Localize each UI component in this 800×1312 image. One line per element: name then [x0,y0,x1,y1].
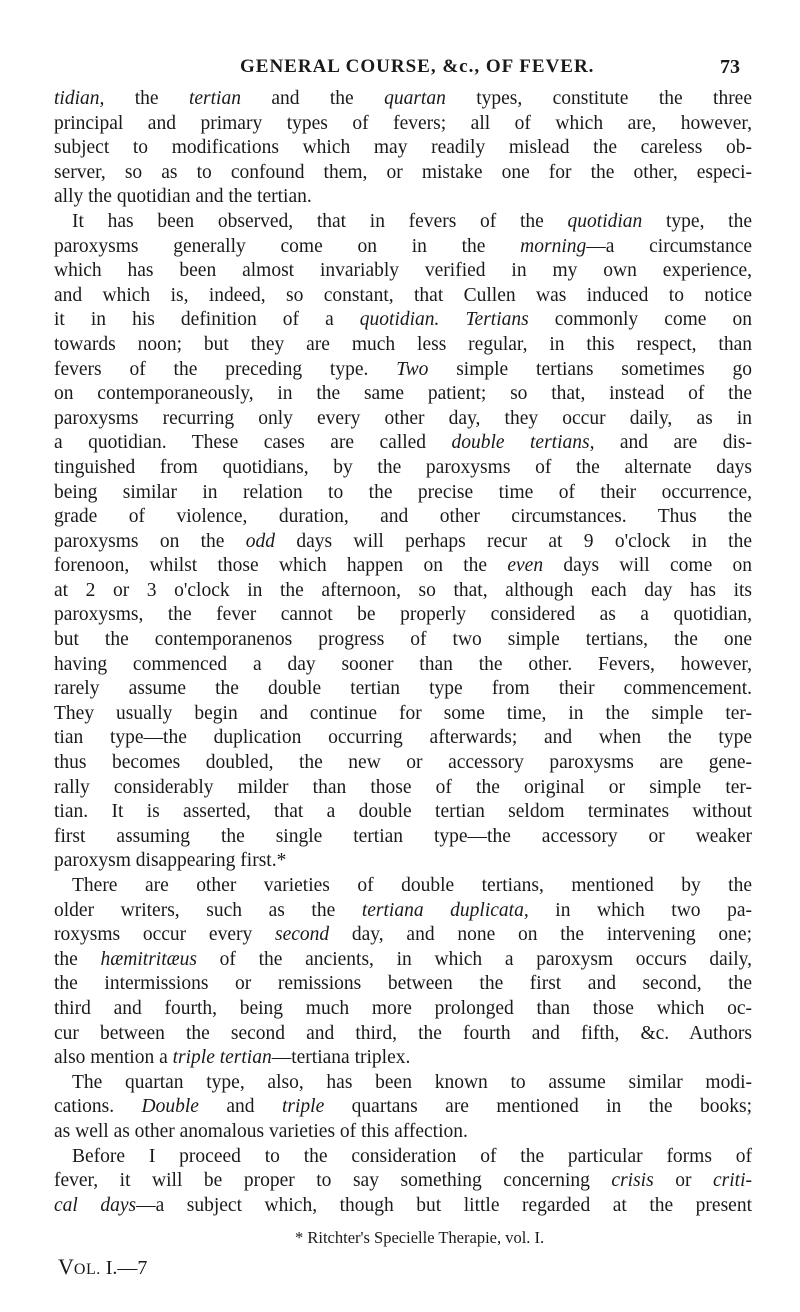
text-line [54,776,752,801]
text-line [54,579,752,604]
text-run: grade of violence, duration, and other circumstances. Thus the [54,506,752,528]
text-run: the [104,88,189,109]
text-run: the [54,948,101,970]
text-line [54,849,752,874]
text-run: forenoon, whilst those which happen on the [54,555,508,577]
text-run: roxysms occur every [54,924,275,946]
italic-text: hæmitritæus [100,948,197,970]
text-run: tian. It is asserted, that a double tertian seldom terminates without [54,801,752,823]
text-line [54,136,752,161]
text-line [54,259,752,284]
text-run: cur between the second and third, the fourth and fifth, &c. Authors [54,1022,752,1044]
text-run: simple tertians sometimes go [428,358,752,380]
text-line [54,923,752,948]
italic-text: Two [396,358,429,380]
text-run: and the [240,88,385,109]
italic-text: Double [141,1096,199,1118]
italic-text: even [507,555,544,577]
text-run: older writers, such as the [54,899,362,921]
text-run: principal and primary types of fevers; all of which are, however, [54,112,752,134]
text-run: towards noon; but they are much less regular, in this respect, than [54,333,752,355]
text-run: paroxysm disappearing first.* [54,850,287,872]
volume-signature-initial: V [58,1254,74,1279]
text-run: as well as other anomalous varieties of this affection. [54,1120,468,1142]
text-run: —tertiana triplex. [271,1047,411,1069]
text-run: server, so as to confound them, or mistake one for the other, especi- [54,161,752,183]
text-run: paroxysms generally come on in the [54,235,521,257]
text-line [54,997,752,1022]
text-line [54,87,752,112]
text-run: and are dis- [594,432,752,454]
footnote-text: * Ritchter's Specielle Therapie, vol. I. [295,1228,545,1247]
text-run: or [653,1170,713,1192]
text-run: It has been observed, that in fevers of the [72,210,568,232]
italic-text: Tertians [465,309,529,331]
text-run: rarely assume the double tertian type from their commencement. [54,678,752,700]
text-run: being similar in relation to the precise time of their occurrence, [54,481,752,503]
page-number: 73 [720,56,740,78]
text-line [54,653,752,678]
text-line [54,1095,752,1120]
volume-signature-abbrev: OL. [73,1261,101,1278]
text-run: but the contemporanenos progress of two simple tertians, the one [54,629,752,651]
text-line [54,948,752,973]
text-line [54,481,752,506]
text-run: —a circumstance [586,235,752,257]
italic-text: tidian, [54,88,105,109]
text-run: the intermissions or remissions between the first and second, the [54,973,752,995]
text-run: also mention a [54,1047,173,1069]
text-line [54,702,752,727]
text-run: There are other varieties of double tertians, mentioned by the [72,875,752,896]
text-run: They usually begin and continue for some time, in the simple ter- [54,702,752,724]
text-run: type, the [642,210,752,232]
text-run: fevers of the preceding type. [54,358,397,380]
text-line [54,1194,752,1219]
text-line [54,726,752,751]
text-run: at 2 or 3 o'clock in the afternoon, so that, although each day has its [54,579,752,601]
text-run: —a subject which, though but little regarded at the present [136,1194,752,1216]
text-run: and [198,1096,282,1118]
text-line [54,1071,752,1096]
italic-text: quotidian. [359,309,440,331]
text-run: and which is, indeed, so constant, that Cullen was induced to notice [54,284,752,306]
text-line [54,185,752,210]
text-run: in which two pa- [528,899,752,921]
text-line [54,333,752,358]
text-line [54,382,752,407]
text-run: days will come on [543,555,752,577]
italic-text: morning [520,235,587,257]
text-run: The quartan type, also, has been known to assume similar modi- [72,1071,752,1093]
text-line [54,456,752,481]
italic-text: tertiana duplicata, [361,899,529,921]
text-run: on contemporaneously, in the same patient; so that, instead of the [54,383,752,405]
text-line [54,874,752,899]
text-run: a quotidian. These cases are called [54,432,452,454]
text-line [54,554,752,579]
text-line [54,1120,752,1145]
italic-text: cal days [54,1194,137,1216]
text-run: tinguished from quotidians, by the paroxysms of the alternate days [54,456,752,478]
text-run: Before I proceed to the consideration of the particular forms of [72,1145,752,1167]
text-run: paroxysms on the [54,530,246,552]
text-line [54,800,752,825]
text-run: paroxysms recurring only every other day, they occur daily, as in [54,407,752,429]
italic-text: quartan [384,88,446,109]
text-line [54,407,752,432]
volume-signature [58,1254,147,1280]
volume-signature-number: I.—7 [100,1257,148,1279]
text-line [54,972,752,997]
italic-text: quotidian [567,210,643,232]
text-line [54,1169,752,1194]
text-run: which has been almost invariably verified in my own experience, [54,260,752,282]
text-line [54,603,752,628]
italic-text: double tertians, [451,432,595,454]
text-line [54,112,752,137]
text-line [54,1145,752,1170]
text-line [54,284,752,309]
text-run [439,309,465,330]
italic-text: odd [245,530,276,552]
text-line [54,505,752,530]
text-line [54,161,752,186]
italic-text: second [274,924,330,946]
italic-text: criti- [713,1170,752,1192]
text-run: tian type—the duplication occurring afterwards; and when the type [54,727,752,749]
text-run: quartans are mentioned in the books; [324,1096,752,1118]
text-run: types, constitute the three [445,88,752,109]
text-run: subject to modifications which may readily mislead the careless ob- [54,137,752,159]
text-line [54,899,752,924]
text-run: of the ancients, in which a paroxysm occurs daily, [196,948,752,970]
text-run: cations. [54,1096,142,1118]
text-run: rally considerably milder than those of the original or simple ter- [54,776,752,798]
text-line [54,1022,752,1047]
italic-text: triple [281,1096,325,1118]
text-run: first assuming the single tertian type—the accessory or weaker [54,825,752,847]
text-run: commonly come on [528,309,752,331]
text-line [54,210,752,235]
text-run: fever, it will be proper to say something concerning [54,1170,612,1192]
text-line [54,677,752,702]
italic-text: triple tertian [172,1047,272,1069]
text-line [54,530,752,555]
italic-text: crisis [611,1170,654,1192]
text-line [54,358,752,383]
text-line [54,628,752,653]
body-text [54,87,752,1218]
text-line [54,825,752,850]
text-line [54,751,752,776]
text-line [54,431,752,456]
text-run: ally the quotidian and the tertian. [54,186,312,208]
italic-text: tertian [188,88,241,109]
running-title: GENERAL COURSE, &c., OF FEVER. [240,56,595,77]
text-run: third and fourth, being much more prolonged than those which oc- [54,997,752,1019]
text-run: paroxysms, the fever cannot be properly considered as a quotidian, [54,604,752,626]
text-line [54,235,752,260]
text-line [54,308,752,333]
text-run: day, and none on the intervening one; [329,924,752,946]
running-head [0,56,800,84]
text-run: it in his definition of a [54,309,360,331]
text-run: having commenced a day sooner than the other. Fevers, however, [54,653,752,675]
text-line [54,1046,752,1071]
text-run: thus becomes doubled, the new or accessory paroxysms are gene- [54,752,752,774]
text-run: days will perhaps recur at 9 o'clock in the [275,530,752,552]
